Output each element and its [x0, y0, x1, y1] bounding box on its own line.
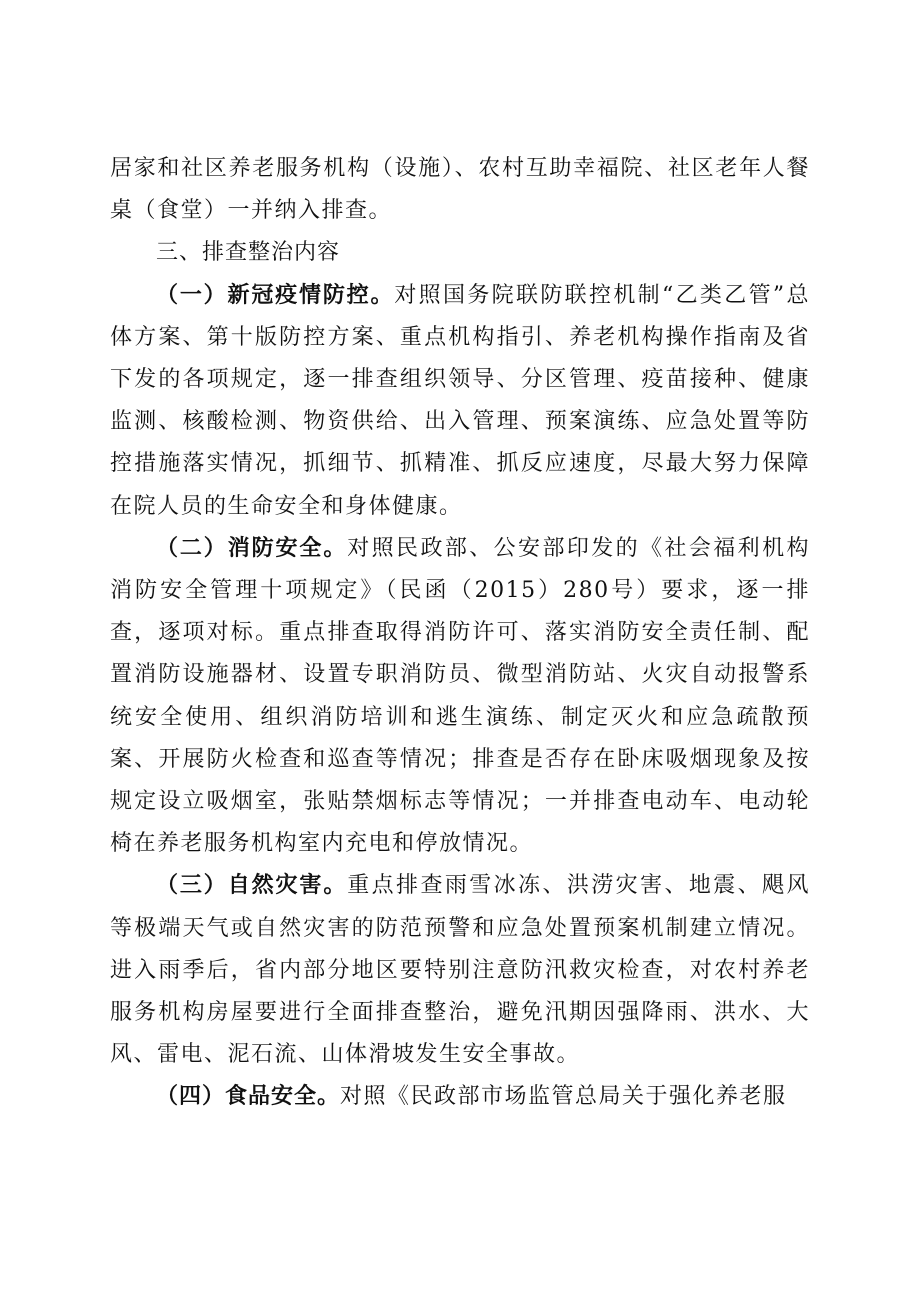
paragraph-fire-safety: [110, 528, 810, 866]
paragraph-epidemic-control: [110, 275, 810, 528]
paragraph-natural-disasters: [110, 865, 810, 1076]
section-heading: [110, 232, 810, 274]
paragraph-lead: （三）自然灾害。: [156, 873, 348, 899]
paragraph-lead: （一）新冠疫情防控。: [156, 282, 395, 308]
document-body: [110, 148, 810, 1119]
paragraph-text: 重点排查雨雪冰冻、洪涝灾害、地震、飓风等极端天气或自然灾害的防范预警和应急处置预案机制建立情况。进入雨季后，省内部分地区要特别注意防汛救灾检查，对农村养老服务机构房屋要进行全面排查整治，避免汛期因强降雨、洪水、大风、雷电、泥石流、山体滑坡发生安全事故。: [110, 873, 810, 1068]
paragraph-lead: （四）食品安全。: [156, 1084, 341, 1110]
paragraph-text: 对照国务院联防联控机制“乙类乙管”总体方案、第十版防控方案、重点机构指引、养老机构操作指南及省下发的各项规定，逐一排查组织领导、分区管理、疫苗接种、健康监测、核酸检测、物资供给、出入管理、预案演练、应急处置等防控措施落实情况，抓细节、抓精准、抓反应速度，尽最大努力保障在院人员的生命安全和身体健康。: [110, 282, 810, 519]
paragraph-text: 对照民政部、公安部印发的《社会福利机构消防安全管理十项规定》（民函（2015）280号）要求，逐一排查，逐项对标。重点排查取得消防许可、落实消防安全责任制、配置消防设施器材、设置专职消防员、微型消防站、火灾自动报警系统安全使用、组织消防培训和逃生演练、制定灭火和应急疏散预案、开展防火检查和巡查等情况；排查是否存在卧床吸烟现象及按规定设立吸烟室，张贴禁烟标志等情况；一并排查电动车、电动轮椅在养老服务机构室内充电和停放情况。: [110, 535, 810, 857]
paragraph-scope-continuation: [110, 148, 810, 232]
paragraph-lead: （二）消防安全。: [156, 535, 348, 561]
paragraph-text: 居家和社区养老服务机构（设施）、农村互助幸福院、社区老年人餐桌（食堂）一并纳入排查。: [110, 156, 810, 224]
section-heading-text: 三、排查整治内容: [156, 240, 341, 266]
paragraph-text: 对照《民政部市场监管总局关于强化养老服: [340, 1084, 787, 1110]
paragraph-food-safety: [110, 1076, 810, 1118]
